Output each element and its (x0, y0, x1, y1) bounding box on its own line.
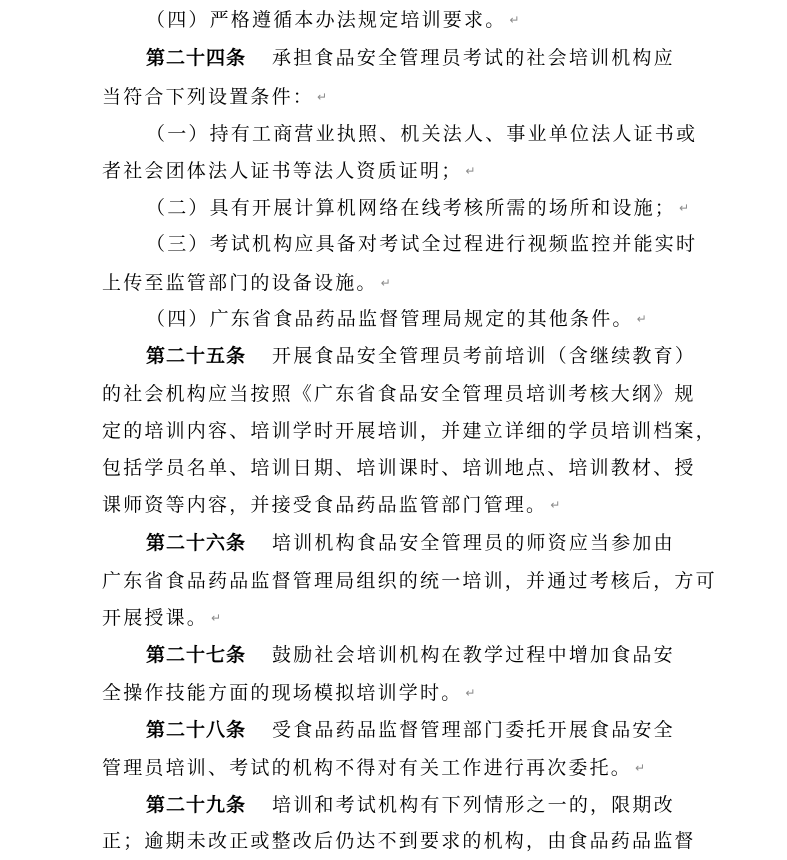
text-line: 定的培训内容、培训学时开展培训，并建立详细的学员培训档案， (102, 420, 717, 442)
text-line: 广东省食品药品监督管理局组织的统一培训，并通过考核后，方可 (102, 570, 717, 592)
paragraph-mark-icon: ↵ (380, 276, 391, 290)
paragraph-mark-icon: ↵ (550, 498, 561, 512)
text-line: 正；逾期未改正或整改后仍达不到要求的机构，由食品药品监督 (102, 830, 696, 852)
article-heading-line: 第二十四条 承担食品安全管理员考试的社会培训机构应 (146, 47, 675, 69)
text-line: 课师资等内容，并接受食品药品监管部门管理。 ↵ (102, 494, 561, 516)
text-line: （四）严格遵循本办法规定培训要求。 ↵ (146, 9, 520, 31)
text-line: 上传至监管部门的设备设施。 ↵ (102, 272, 391, 294)
text-line: 管理员培训、考试的机构不得对有关工作进行再次委托。 ↵ (102, 757, 646, 779)
article-heading-line: 第二十六条 培训机构食品安全管理员的师资应当参加由 (146, 532, 675, 554)
article-heading-line: 第二十八条 受食品药品监督管理部门委托开展食品安全 (146, 719, 675, 741)
text-line: 当符合下列设置条件： ↵ (102, 86, 328, 108)
text-line: 开展授课。 ↵ (102, 607, 222, 629)
paragraph-mark-icon: ↵ (635, 761, 646, 775)
text-line: 全操作技能方面的现场模拟培训学时。 ↵ (102, 682, 476, 704)
paragraph-mark-icon: ↵ (509, 13, 520, 27)
article-heading-line: 第二十七条 鼓励社会培训机构在教学过程中增加食品安 (146, 644, 675, 666)
text-line: （四）广东省食品药品监督管理局规定的其他条件。 ↵ (146, 308, 647, 330)
paragraph-mark-icon: ↵ (636, 312, 647, 326)
article-number: 第二十八条 (146, 719, 247, 741)
paragraph-mark-icon: ↵ (211, 611, 222, 625)
paragraph-mark-icon: ↵ (465, 686, 476, 700)
paragraph-mark-icon: ↵ (465, 164, 476, 178)
article-number: 第二十六条 (146, 532, 247, 554)
article-heading-line: 第二十五条 开展食品安全管理员考前培训（含继续教育） (146, 345, 697, 367)
text-line: （一）持有工商营业执照、机关法人、事业单位法人证书或 (146, 123, 698, 145)
article-heading-line: 第二十九条 培训和考试机构有下列情形之一的，限期改 (146, 794, 675, 816)
text-line: 的社会机构应当按照《广东省食品安全管理员培训考核大纲》规 (102, 383, 696, 405)
text-line: 包括学员名单、培训日期、培训课时、培训地点、培训教材、授 (102, 457, 696, 479)
article-number: 第二十四条 (146, 47, 247, 69)
text-line: （三）考试机构应具备对考试全过程进行视频监控并能实时 (146, 233, 698, 255)
article-number: 第二十九条 (146, 794, 247, 816)
article-number: 第二十七条 (146, 644, 247, 666)
text-line: 者社会团体法人证书等法人资质证明； ↵ (102, 160, 476, 182)
paragraph-mark-icon: ↵ (317, 90, 328, 104)
paragraph-mark-icon: ↵ (679, 201, 690, 215)
text-line: （二）具有开展计算机网络在线考核所需的场所和设施； ↵ (146, 197, 690, 219)
article-number: 第二十五条 (146, 345, 247, 367)
